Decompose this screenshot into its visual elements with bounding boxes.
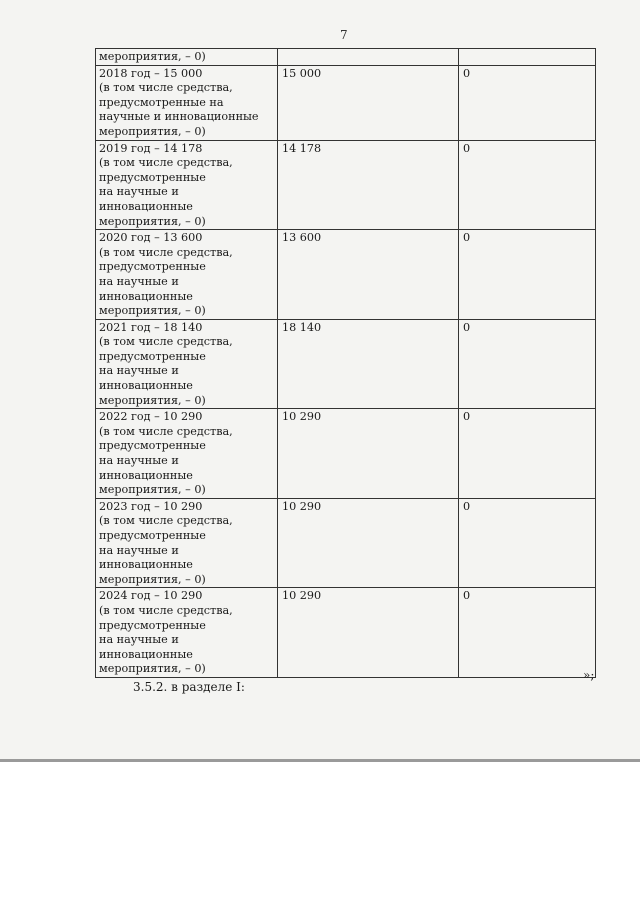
table-cell-description: 2021 год – 18 140 (в том числе средства, предусмотренные на научные и инновационные мероприятия, – 0) [96,319,278,409]
table-cell-amount: 10 290 [278,409,459,499]
table-cell-other [459,49,596,66]
table-cell-other: 0 [459,230,596,320]
table-cell-amount: 18 140 [278,319,459,409]
table-cell-other: 0 [459,588,596,678]
table-cell-description: мероприятия, – 0) [96,49,278,66]
table-cell-amount: 14 178 [278,140,459,230]
page-number: 7 [340,28,348,42]
table-row [96,230,596,320]
table-cell-other: 0 [459,140,596,230]
table-row [96,319,596,409]
table-row [96,140,596,230]
table-cell-amount [278,49,459,66]
table-cell-description: 2018 год – 15 000 (в том числе средства, предусмотренные на научные и инновационные мероприятия, – 0) [96,65,278,140]
table-cell-amount: 15 000 [278,65,459,140]
table-cell-amount: 10 290 [278,498,459,588]
table-cell-description: 2022 год – 10 290 (в том числе средства, предусмотренные на научные и инновационные мероприятия, – 0) [96,409,278,499]
table-cell-description: 2023 год – 10 290 (в том числе средства, предусмотренные на научные и инновационные мероприятия, – 0) [96,498,278,588]
table-cell-description: 2020 год – 13 600 (в том числе средства, предусмотренные на научные и инновационные мероприятия, – 0) [96,230,278,320]
table-cell-amount: 10 290 [278,588,459,678]
table-cell-amount: 13 600 [278,230,459,320]
table-row [96,65,596,140]
table-cell-description: 2019 год – 14 178 (в том числе средства, предусмотренные на научные и инновационные мероприятия, – 0) [96,140,278,230]
table-row [96,588,596,678]
table-cell-other: 0 [459,319,596,409]
table-row [96,498,596,588]
table-cell-other: 0 [459,498,596,588]
table-cell-other: 0 [459,409,596,499]
table-cell-description: 2024 год – 10 290 (в том числе средства, предусмотренные на научные и инновационные мероприятия, – 0) [96,588,278,678]
table-row [96,409,596,499]
table-cell-other: 0 [459,65,596,140]
funding-table [95,48,596,678]
table-row-continuation [96,49,596,66]
section-heading-text: 3.5.2. в разделе I: [133,680,245,694]
closing-quote-mark: »; [583,668,595,682]
